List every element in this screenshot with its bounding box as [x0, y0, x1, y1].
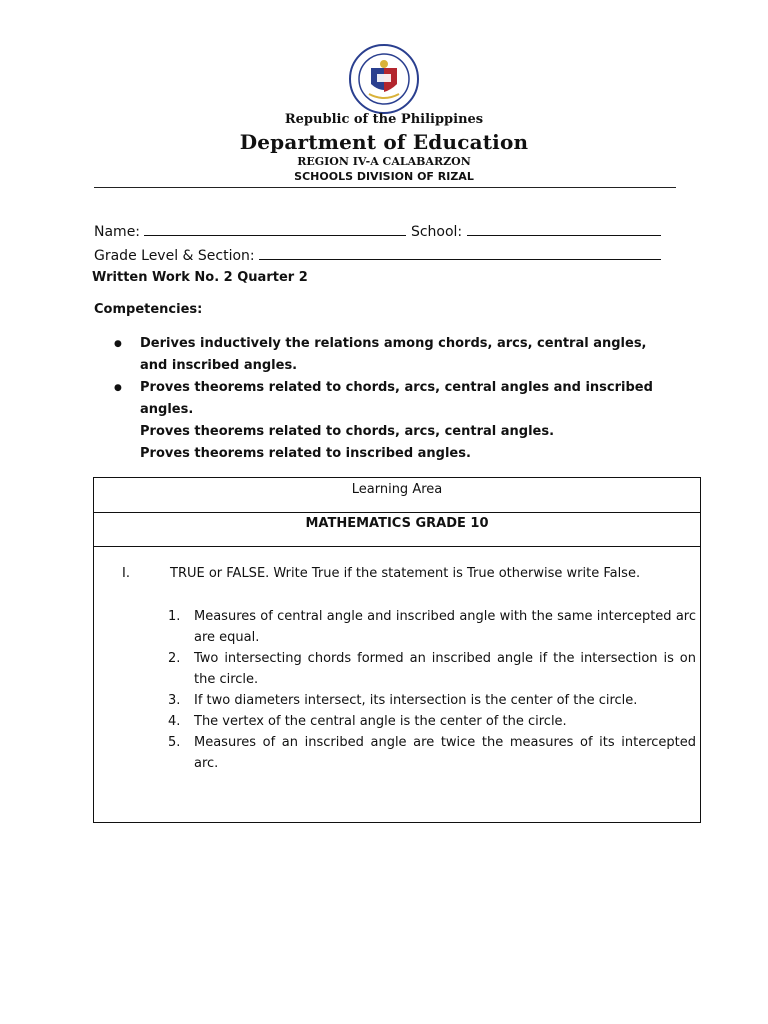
- header-divider: [94, 187, 676, 188]
- grade-section-row: [94, 245, 661, 264]
- competency-subline: Proves theorems related to chords, arcs, central angles.: [140, 424, 555, 439]
- region-heading: REGION IV-A CALABARZON: [297, 155, 471, 168]
- school-field[interactable]: [467, 221, 661, 236]
- question-item: [168, 732, 696, 774]
- question-text: Measures of an inscribed angle are twice the measures of its intercepted arc.: [194, 735, 696, 771]
- question-text: If two diameters intersect, its intersection is the center of the circle.: [194, 693, 638, 708]
- question-number: 5.: [168, 735, 181, 750]
- name-label: Name:: [94, 224, 141, 240]
- grade-section-label: Grade Level & Section:: [94, 248, 255, 264]
- competencies-list: [114, 333, 674, 465]
- name-field[interactable]: [144, 221, 406, 236]
- department-heading: Department of Education: [239, 130, 529, 154]
- competency-item: ● Proves theorems related to chords, arcs, central angles and inscribed angles.: [114, 377, 674, 421]
- question-item: [168, 690, 696, 711]
- section-heading: [122, 566, 640, 581]
- question-item: [168, 606, 696, 648]
- learning-area-label: Learning Area: [94, 478, 700, 513]
- written-work-title: Written Work No. 2 Quarter 2: [92, 270, 308, 285]
- question-text: Measures of central angle and inscribed angle with the same intercepted arc are equal.: [194, 609, 696, 645]
- deped-seal-logo: [349, 44, 419, 114]
- assessment-table: [93, 477, 701, 823]
- question-number: 1.: [168, 609, 181, 624]
- question-text: Two intersecting chords formed an inscribed angle if the intersection is on the circle.: [194, 651, 696, 687]
- grade-section-field[interactable]: [259, 245, 661, 260]
- question-number: 2.: [168, 651, 181, 666]
- competency-subline: Proves theorems related to inscribed angles.: [140, 446, 471, 461]
- competencies-heading: Competencies:: [94, 302, 203, 317]
- question-text: The vertex of the central angle is the center of the circle.: [194, 714, 567, 729]
- subject-title: MATHEMATICS GRADE 10: [94, 512, 700, 547]
- question-list: [168, 606, 696, 774]
- question-number: 3.: [168, 693, 181, 708]
- competency-item: ● Derives inductively the relations among chords, arcs, central angles, and inscribed angles.: [114, 333, 674, 377]
- name-school-row: [94, 221, 661, 240]
- school-label: School:: [410, 224, 463, 240]
- section-instruction: TRUE or FALSE. Write True if the statement is True otherwise write False.: [170, 566, 641, 581]
- republic-heading: Republic of the Philippines: [284, 112, 484, 127]
- section-numeral: I.: [122, 566, 130, 581]
- question-item: [168, 648, 696, 690]
- question-number: 4.: [168, 714, 181, 729]
- question-item: [168, 711, 696, 732]
- division-heading: SCHOOLS DIVISION OF RIZAL: [294, 170, 474, 183]
